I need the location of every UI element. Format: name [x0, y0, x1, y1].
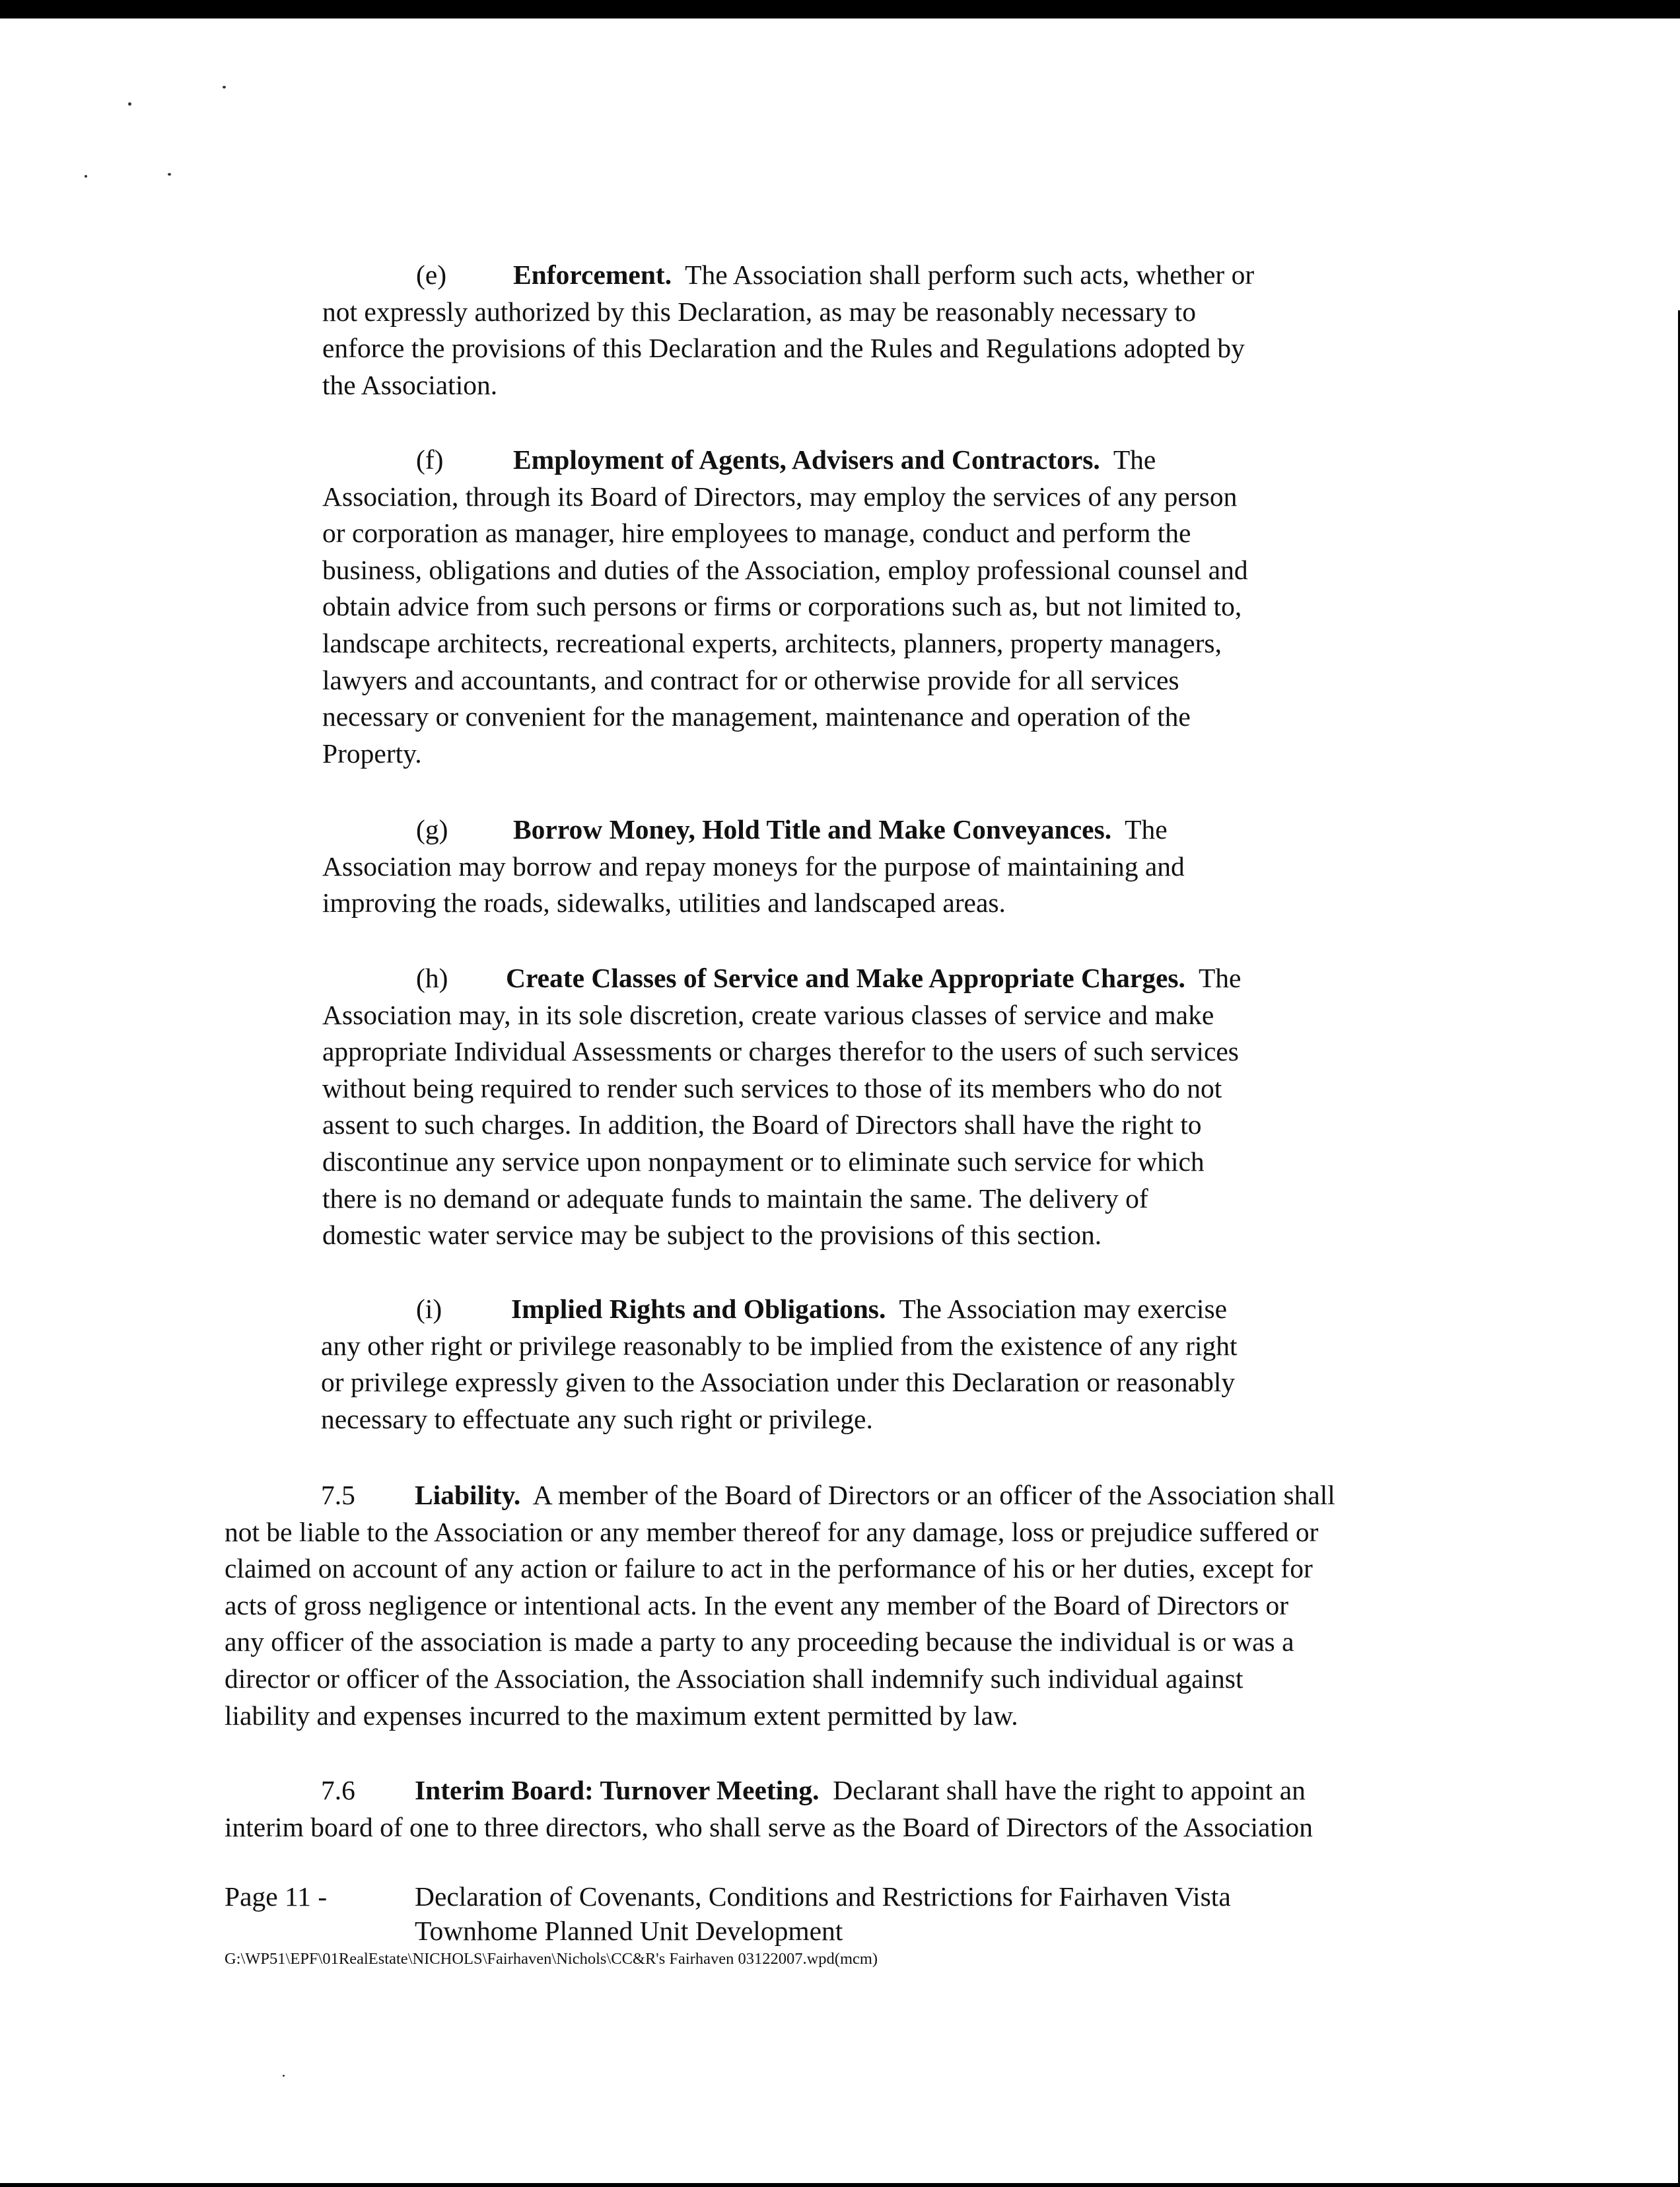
paragraph-text: The: [1113, 444, 1156, 475]
paragraph-text: obtain advice from such persons or firms or corporations such as, but not limited to,: [322, 591, 1242, 622]
scan-speck: [223, 86, 226, 88]
paragraph-text: there is no demand or adequate funds to maintain the same. The delivery of: [322, 1183, 1148, 1214]
paragraph-implied-rights: [321, 1291, 1238, 1438]
paragraph-text: necessary to effectuate any such right or privilege.: [321, 1403, 873, 1434]
paragraph-classes-of-service: [322, 960, 1241, 1254]
paragraph-first-line: [322, 442, 1248, 479]
section-text: claimed on account of any action or failure to act in the performance of his or her duties, except for: [225, 1553, 1313, 1584]
paragraph-label: (f): [416, 444, 444, 475]
scan-speck: [85, 175, 87, 178]
paragraph-text: appropriate Individual Assessments or charges therefor to the users of such services: [322, 1036, 1239, 1067]
footer-page-number: Page 11 -: [225, 1881, 328, 1912]
section-number: 7.5: [321, 1480, 355, 1510]
footer-document-title: Declaration of Covenants, Conditions and Restrictions for Fairhaven Vista: [415, 1881, 1231, 1912]
paragraph-label: (i): [416, 1294, 442, 1324]
section-text: any officer of the association is made a party to any proceeding because the individual is or was a: [225, 1626, 1294, 1657]
section-interim-board: [225, 1772, 1313, 1846]
paragraph-borrow-money: [322, 812, 1185, 922]
section-number: 7.6: [321, 1775, 355, 1805]
paragraph-text: Association may borrow and repay moneys for the purpose of maintaining and: [322, 850, 1185, 882]
paragraph-employment-of-agents: [322, 442, 1248, 772]
paragraph-text: Association, through its Board of Directors, may employ the services of any person: [322, 481, 1238, 512]
paragraph-text: The: [1125, 814, 1168, 845]
scan-top-border: [0, 0, 1680, 18]
paragraph-heading: Implied Rights and Obligations.: [511, 1294, 886, 1324]
paragraph-text: landscape architects, recreational experts, architects, planners, property managers,: [322, 627, 1222, 658]
paragraph-text: The: [1198, 963, 1242, 993]
paragraph-text: enforce the provisions of this Declaration and the Rules and Regulations adopted by: [322, 333, 1245, 364]
scan-speck: [283, 2075, 285, 2077]
paragraph-heading: Employment of Agents, Advisers and Contractors.: [513, 444, 1100, 475]
paragraph-text: necessary or convenient for the management, maintenance and operation of the: [322, 701, 1191, 732]
paragraph-text: without being required to render such services to those of its members who do not: [322, 1072, 1222, 1103]
paragraph-text: not expressly authorized by this Declaration, as may be reasonably necessary to: [322, 296, 1196, 327]
section-text: A member of the Board of Directors or an officer of the Association shall: [532, 1480, 1335, 1510]
paragraph-text: Association may, in its sole discretion, create various classes of service and make: [322, 999, 1214, 1030]
paragraph-text: lawyers and accountants, and contract for or otherwise provide for all services: [322, 664, 1179, 695]
section-text: not be liable to the Association or any member thereof for any damage, loss or prejudice suffered or: [225, 1516, 1319, 1547]
paragraph-label: (h): [416, 963, 448, 993]
paragraph-first-line: [322, 257, 1254, 294]
paragraph-first-line: [322, 812, 1185, 849]
scan-bottom-border: [0, 2183, 1680, 2187]
paragraph-first-line: [322, 960, 1241, 997]
paragraph-text: the Association.: [322, 369, 498, 400]
paragraph-text: business, obligations and duties of the Association, employ professional counsel and: [322, 554, 1248, 585]
section-text: interim board of one to three directors, who shall serve as the Board of Directors of the Association: [225, 1811, 1313, 1842]
section-first-line: [225, 1477, 1335, 1514]
section-text: acts of gross negligence or intentional acts. In the event any member of the Board of Directors or: [225, 1589, 1289, 1620]
paragraph-first-line: [321, 1291, 1238, 1328]
paragraph-enforcement: [322, 257, 1254, 403]
paragraph-text: or corporation as manager, hire employees to manage, conduct and perform the: [322, 518, 1191, 549]
paragraph-heading: Enforcement.: [513, 260, 672, 290]
paragraph-text: domestic water service may be subject to the provisions of this section.: [322, 1220, 1102, 1251]
footer-document-title: Townhome Planned Unit Development: [415, 1916, 843, 1946]
paragraph-text: The Association may exercise: [899, 1294, 1228, 1324]
paragraph-text: Property.: [322, 738, 422, 769]
section-liability: [225, 1477, 1335, 1734]
paragraph-text: The Association shall perform such acts, whether or: [685, 260, 1255, 290]
section-first-line: [225, 1772, 1313, 1809]
section-text: director or officer of the Association, the Association shall indemnify such individual against: [225, 1663, 1243, 1694]
paragraph-text: any other right or privilege reasonably to be implied from the existence of any right: [321, 1330, 1238, 1361]
paragraph-label: (g): [416, 814, 448, 845]
section-text: liability and expenses incurred to the maximum extent permitted by law.: [225, 1700, 1018, 1731]
section-heading: Liability.: [415, 1480, 521, 1510]
paragraph-heading: Borrow Money, Hold Title and Make Conveyances.: [513, 814, 1112, 845]
scan-speck: [168, 173, 171, 176]
paragraph-heading: Create Classes of Service and Make Appropriate Charges.: [506, 963, 1185, 993]
footer-file-path: G:\WP51\EPF\01RealEstate\NICHOLS\Fairhaven\Nichols\CC&R's Fairhaven 03122007.wpd(mcm): [225, 1950, 878, 1968]
paragraph-text: assent to such charges. In addition, the Board of Directors shall have the right to: [322, 1109, 1202, 1140]
paragraph-label: (e): [416, 260, 447, 290]
paragraph-text: discontinue any service upon nonpayment or to eliminate such service for which: [322, 1146, 1205, 1177]
paragraph-text: improving the roads, sidewalks, utilities and landscaped areas.: [322, 887, 1006, 919]
section-heading: Interim Board: Turnover Meeting.: [415, 1775, 820, 1805]
scan-speck: [128, 102, 131, 106]
section-text: Declarant shall have the right to appoint an: [833, 1775, 1306, 1805]
paragraph-text: or privilege expressly given to the Association under this Declaration or reasonably: [321, 1367, 1236, 1398]
